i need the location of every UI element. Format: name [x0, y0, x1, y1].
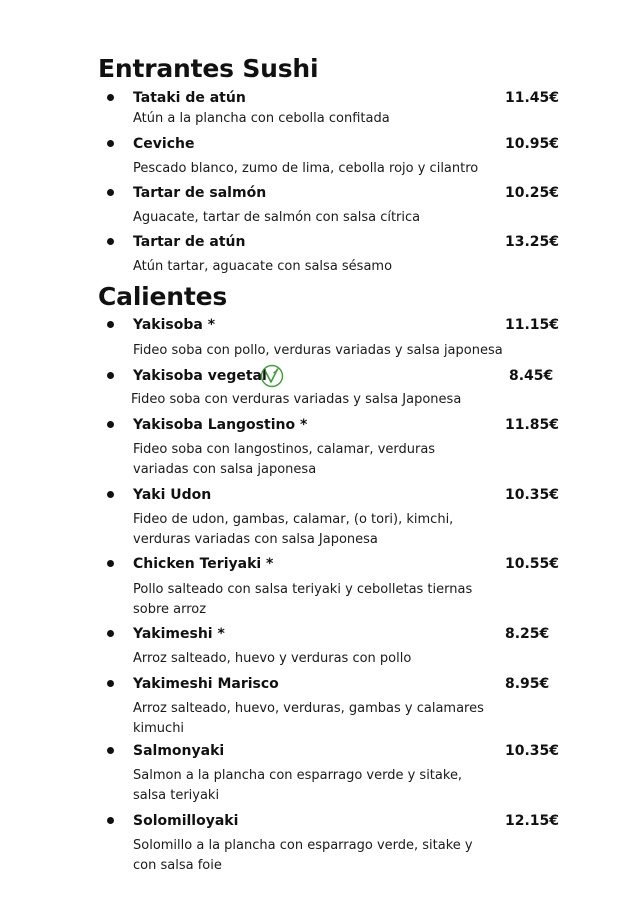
item-price: 8.95€: [505, 676, 550, 692]
item-description: Atún a la plancha con cebolla confitada: [133, 111, 390, 126]
item-name: Yakimeshi *: [133, 626, 225, 642]
item-description: Pollo salteado con salsa teriyaki y cebolletas tiernas sobre arroz: [133, 582, 473, 617]
item-description: Salmon a la plancha con esparrago verde y sitake, salsa teriyaki: [133, 768, 463, 803]
item-name: Yakisoba vegetal: [133, 368, 267, 384]
item-name: Yakisoba Langostino *: [133, 417, 308, 433]
bullet: [107, 238, 114, 245]
item-name: Yaki Udon: [133, 487, 212, 503]
item-description: Fideo de udon, gambas, calamar, (o tori), kimchi, verduras variadas con salsa Japonesa: [133, 512, 454, 547]
item-price: 8.45€: [509, 368, 554, 384]
item-description: Atún tartar, aguacate con salsa sésamo: [133, 259, 393, 274]
bullet: [107, 321, 114, 328]
bullet: [107, 421, 114, 428]
bullet: [107, 680, 114, 687]
item-price: 10.95€: [505, 136, 560, 152]
item-price: 8.25€: [505, 626, 550, 642]
item-name: Yakimeshi Marisco: [133, 676, 279, 692]
section-title-entrantes: Entrantes Sushi: [98, 54, 319, 83]
bullet: [107, 817, 114, 824]
bullet: [107, 140, 114, 147]
bullet: [107, 491, 114, 498]
item-name: Chicken Teriyaki *: [133, 556, 274, 572]
item-price: 11.85€: [505, 417, 560, 433]
item-name: Ceviche: [133, 136, 195, 152]
item-price: 11.45€: [505, 90, 560, 106]
item-price: 10.25€: [505, 185, 560, 201]
item-description: Arroz salteado, huevo y verduras con pollo: [133, 651, 412, 666]
item-price: 11.15€: [505, 317, 560, 333]
item-price: 13.25€: [505, 234, 560, 250]
bullet: [107, 747, 114, 754]
item-description: Pescado blanco, zumo de lima, cebolla rojo y cilantro: [133, 161, 479, 176]
vegetarian-icon: [260, 364, 284, 388]
item-name: Solomilloyaki: [133, 813, 239, 829]
item-name: Tataki de atún: [133, 90, 246, 106]
bullet: [107, 630, 114, 637]
bullet: [107, 189, 114, 196]
item-name: Tartar de salmón: [133, 185, 267, 201]
item-price: 12.15€: [505, 813, 560, 829]
item-description: Fideo soba con langostinos, calamar, verduras variadas con salsa japonesa: [133, 442, 436, 477]
item-name: Yakisoba *: [133, 317, 216, 333]
item-name: Tartar de atún: [133, 234, 246, 250]
bullet: [107, 94, 114, 101]
item-description: Fideo soba con verduras variadas y salsa Japonesa: [131, 392, 462, 407]
item-price: 10.35€: [505, 743, 560, 759]
section-title-calientes: Calientes: [98, 282, 228, 311]
bullet: [107, 372, 114, 379]
item-name: Salmonyaki: [133, 743, 225, 759]
item-price: 10.35€: [505, 487, 560, 503]
item-price: 10.55€: [505, 556, 560, 572]
item-description: Solomillo a la plancha con esparrago verde, sitake y con salsa foie: [133, 838, 473, 873]
item-description: Aguacate, tartar de salmón con salsa cítrica: [133, 210, 421, 225]
bullet: [107, 560, 114, 567]
item-description: Arroz salteado, huevo, verduras, gambas y calamares kimuchi: [133, 701, 484, 736]
item-description: Fideo soba con pollo, verduras variadas y salsa japonesa: [133, 343, 503, 358]
